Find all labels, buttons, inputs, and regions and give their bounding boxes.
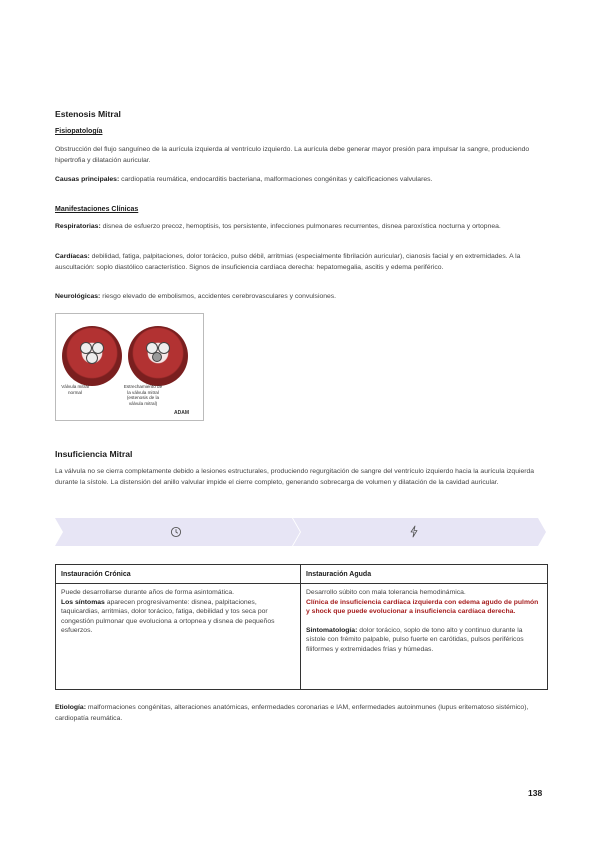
cronica-sintomas-text: aparecen progresivamente: disnea, palpitaciones, taquicardias, arritmias, dolor torácico, fatiga, debilidad y tos seca por congestión pulmonar que evoluciona a ortopnea y disnea de pequeños esfuerzos.: [61, 598, 275, 635]
clock-icon: [170, 526, 182, 538]
label-cardiacas: Cardíacas:: [55, 253, 90, 260]
label-respiratorias: Respiratorias:: [55, 223, 101, 230]
aguda-intro: Desarrollo súbito con mala tolerancia hemodinámica.: [306, 589, 466, 596]
stenotic-valve-icon: [152, 352, 162, 362]
aguda-sintomatologia-text: dolor torácico, soplo de tono alto y continuo durante la sístole con frémito palpable, pulso fuerte en carótidas, pulsos periféricos filiformes y extremidades frías y húmedas.: [306, 626, 524, 653]
instauracion-table: [55, 564, 548, 690]
page-number: 138: [528, 788, 543, 798]
paragraph-fisiopatologia: Obstrucción del flujo sanguíneo de la aurícula izquierda al ventrículo izquierdo. La aurícula debe generar mayor presión para impulsar la sangre, produciendo hipertrofia y dilatación auricular.: [55, 146, 530, 164]
heading-fisiopatologia: Fisiopatología: [55, 128, 103, 135]
valve-icon: [86, 352, 98, 364]
caption-normal: Válvula mitral normal: [61, 384, 89, 395]
paragraph-neurologicas: [55, 292, 545, 303]
section-title-estenosis: Estenosis Mitral: [55, 109, 121, 119]
adam-logo: ADAM: [174, 410, 189, 416]
label-neurologicas: Neurológicas:: [55, 293, 101, 300]
table-cell-aguda: [306, 588, 542, 655]
caption-stenosis: Estrechamiento de la válvula mitral (estenosis de la válvula mitral): [123, 384, 163, 406]
text-cardiacas: debilidad, fatiga, palpitaciones, dolor torácico, pulso débil, arritmias (especialmente fibrilación auricular), cianosis facial y en extremidades. A la auscultación: soplo diastólico característico. Signos de insuficiencia cardíaca derecha: hepatomegalia, ascitis y edema periférico.: [55, 253, 521, 271]
cronica-sintomas: [61, 598, 293, 636]
text-neurologicas: riesgo elevado de embolismos, accidentes cerebrovasculares y convulsiones.: [100, 293, 337, 300]
heart-normal-image: [62, 326, 122, 386]
aguda-warning: Clínica de insuficiencia cardíaca izquierda con edema agudo de pulmón y shock que puede evolucionar a insuficiencia cardíaca derecha.: [306, 598, 539, 616]
label-etiologia: Etiología:: [55, 704, 86, 711]
paragraph-respiratorias: [55, 222, 545, 233]
section-title-insuficiencia: Insuficiencia Mitral: [55, 449, 133, 459]
cronica-intro: Puede desarrollarse durante años de forma asintomática.: [61, 589, 235, 596]
aguda-sintomatologia-label: Sintomatología:: [306, 626, 358, 634]
table-cell-cronica: [61, 588, 293, 636]
label-causas: Causas principales:: [55, 176, 120, 183]
paragraph-causas: [55, 175, 545, 186]
cronica-sintomas-label: Los síntomas: [61, 598, 105, 606]
lightning-icon: [408, 525, 420, 538]
paragraph-insuficiencia-intro: La válvula no se cierra completamente debido a lesiones estructurales, produciendo regurgitación de sangre del ventrículo izquierdo hacia la aurícula izquierda durante la sístole. La distensión del anillo valvular impide el cierre completo, generando sobrecarga de volumen y dilatación de la cavidad auricular.: [55, 468, 535, 486]
paragraph-cardiacas: [55, 252, 545, 273]
text-causas: cardiopatía reumática, endocarditis bacteriana, malformaciones congénitas y calcificaciones valvulares.: [119, 176, 433, 183]
text-etiologia: malformaciones congénitas, alteraciones anatómicas, enfermedades coronarias e IAM, enfermedades autoinmunes (lupus eritematoso sistémico), cardiopatía reumática.: [55, 704, 529, 722]
heart-stenosis-image: [128, 326, 188, 386]
mitral-valve-illustration: [55, 313, 204, 421]
text-respiratorias: disnea de esfuerzo precoz, hemoptisis, tos persistente, infecciones pulmonares recurrentes, disnea paroxística nocturna y ortopnea.: [100, 223, 501, 230]
table-header-aguda: Instauración Aguda: [301, 565, 547, 584]
aguda-sintomatologia: [306, 626, 542, 655]
table-header-cronica: Instauración Crónica: [56, 565, 300, 584]
paragraph-etiologia: [55, 703, 545, 724]
heading-manifestaciones: Manifestaciones Clínicas: [55, 206, 139, 213]
